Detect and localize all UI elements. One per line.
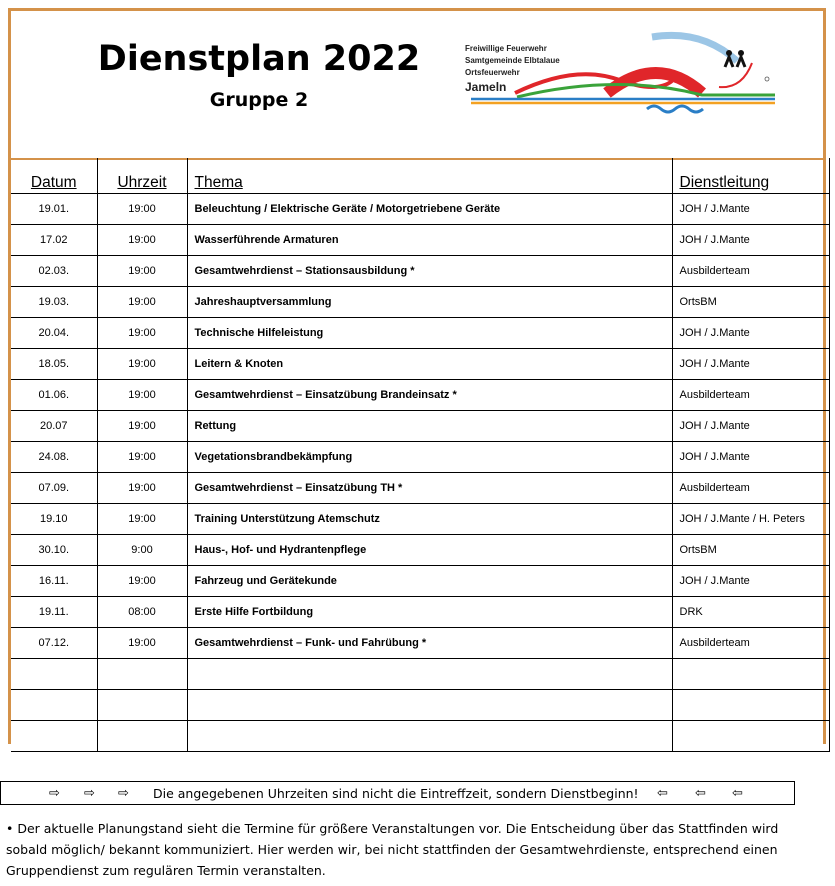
cell-uhrzeit <box>97 659 187 690</box>
cell-dienstleitung: OrtsBM <box>672 535 829 566</box>
cell-uhrzeit <box>97 721 187 752</box>
cell-datum: 18.05. <box>11 349 97 380</box>
arrow-left-icon: ⇦ <box>657 785 668 800</box>
cell-datum: 16.11. <box>11 566 97 597</box>
table-row <box>11 411 829 442</box>
table-row <box>11 194 829 225</box>
cell-dienstleitung: Ausbilderteam <box>672 380 829 411</box>
cell-thema: Leitern & Knoten <box>187 349 672 380</box>
cell-datum <box>11 721 97 752</box>
cell-thema: Erste Hilfe Fortbildung <box>187 597 672 628</box>
table-row <box>11 225 829 256</box>
cell-uhrzeit: 19:00 <box>97 411 187 442</box>
cell-dienstleitung <box>672 721 829 752</box>
cell-datum: 24.08. <box>11 442 97 473</box>
cell-datum: 30.10. <box>11 535 97 566</box>
notice-box <box>0 781 795 805</box>
cell-datum <box>11 690 97 721</box>
arrow-right-icon: ⇨ <box>84 785 95 800</box>
page-subtitle: Gruppe 2 <box>209 89 309 111</box>
table-row <box>11 349 829 380</box>
fire-brigade-logo <box>457 23 777 123</box>
cell-thema: Beleuchtung / Elektrische Geräte / Motorgetriebene Geräte <box>187 194 672 225</box>
cell-dienstleitung: JOH / J.Mante <box>672 442 829 473</box>
cell-thema: Training Unterstützung Atemschutz <box>187 504 672 535</box>
footnote: • Der aktuelle Planungstand sieht die Termine für größere Veranstaltungen vor. Die Entscheidung über das Stattfinden wird sobald möglich/ bekannt kommuniziert. Hier werden wir, bei nicht stattfinden der Gesamtwehrdienste, entsprechend einen Gruppendienst zum regulären Termin veranstalten. <box>6 821 779 878</box>
cell-uhrzeit: 19:00 <box>97 349 187 380</box>
cell-dienstleitung: JOH / J.Mante <box>672 225 829 256</box>
cell-thema: Fahrzeug und Gerätekunde <box>187 566 672 597</box>
header <box>11 11 823 160</box>
cell-datum: 19.03. <box>11 287 97 318</box>
cell-datum <box>11 659 97 690</box>
cell-uhrzeit <box>97 690 187 721</box>
cell-uhrzeit: 19:00 <box>97 473 187 504</box>
cell-thema: Gesamtwehrdienst – Einsatzübung TH * <box>187 473 672 504</box>
cell-uhrzeit: 19:00 <box>97 194 187 225</box>
cell-thema: Wasserführende Armaturen <box>187 225 672 256</box>
column-header-thema: Thema <box>187 158 672 194</box>
table-row <box>11 256 829 287</box>
logo-line-1: Freiwillige Feuerwehr <box>465 44 547 53</box>
cell-uhrzeit: 19:00 <box>97 566 187 597</box>
column-header-datum: Datum <box>11 158 97 194</box>
cell-thema: Gesamtwehrdienst – Stationsausbildung * <box>187 256 672 287</box>
cell-datum: 01.06. <box>11 380 97 411</box>
table-row <box>11 690 829 721</box>
cell-datum: 02.03. <box>11 256 97 287</box>
table-row <box>11 628 829 659</box>
cell-dienstleitung: JOH / J.Mante <box>672 411 829 442</box>
cell-datum: 07.09. <box>11 473 97 504</box>
table-row <box>11 318 829 349</box>
cell-thema: Jahreshauptversammlung <box>187 287 672 318</box>
cell-uhrzeit: 19:00 <box>97 628 187 659</box>
cell-uhrzeit: 19:00 <box>97 225 187 256</box>
cell-dienstleitung: JOH / J.Mante <box>672 194 829 225</box>
cell-dienstleitung: Ausbilderteam <box>672 256 829 287</box>
cell-dienstleitung: OrtsBM <box>672 287 829 318</box>
notice-text: Die angegebenen Uhrzeiten sind nicht die Eintreffzeit, sondern Dienstbeginn! <box>153 786 639 801</box>
cell-datum: 20.07 <box>11 411 97 442</box>
schedule-table <box>11 158 830 752</box>
cell-thema: Haus-, Hof- und Hydrantenpflege <box>187 535 672 566</box>
cell-thema <box>187 659 672 690</box>
cell-thema: Vegetationsbrandbekämpfung <box>187 442 672 473</box>
column-header-dienstleitung: Dienstleitung <box>672 158 829 194</box>
cell-uhrzeit: 19:00 <box>97 318 187 349</box>
table-row <box>11 721 829 752</box>
logo-line-3: Ortsfeuerwehr <box>465 68 520 77</box>
arrow-right-icon: ⇨ <box>49 785 60 800</box>
table-row <box>11 473 829 504</box>
arrow-left-icon: ⇦ <box>732 785 743 800</box>
table-row <box>11 597 829 628</box>
cell-dienstleitung: JOH / J.Mante <box>672 318 829 349</box>
logo-line-4: Jameln <box>465 80 507 94</box>
schedule-frame <box>8 8 826 744</box>
cell-thema <box>187 721 672 752</box>
table-row <box>11 287 829 318</box>
cell-thema: Gesamtwehrdienst – Funk- und Fahrübung * <box>187 628 672 659</box>
cell-uhrzeit: 19:00 <box>97 380 187 411</box>
cell-dienstleitung <box>672 690 829 721</box>
cell-uhrzeit: 19:00 <box>97 442 187 473</box>
cell-dienstleitung: DRK <box>672 597 829 628</box>
arrow-left-icon: ⇦ <box>695 785 706 800</box>
table-row <box>11 659 829 690</box>
schedule-table-body <box>11 194 829 752</box>
cell-thema <box>187 690 672 721</box>
cell-thema: Gesamtwehrdienst – Einsatzübung Brandeinsatz * <box>187 380 672 411</box>
cell-datum: 20.04. <box>11 318 97 349</box>
cell-dienstleitung <box>672 659 829 690</box>
cell-thema: Rettung <box>187 411 672 442</box>
table-row <box>11 442 829 473</box>
cell-uhrzeit: 08:00 <box>97 597 187 628</box>
arrow-right-icon: ⇨ <box>118 785 129 800</box>
cell-dienstleitung: JOH / J.Mante <box>672 566 829 597</box>
cell-datum: 19.01. <box>11 194 97 225</box>
table-row <box>11 380 829 411</box>
cell-dienstleitung: JOH / J.Mante <box>672 349 829 380</box>
cell-dienstleitung: JOH / J.Mante / H. Peters <box>672 504 829 535</box>
column-header-uhrzeit: Uhrzeit <box>97 158 187 194</box>
logo-line-2: Samtgemeinde Elbtalaue <box>465 56 560 65</box>
page-title: Dienstplan 2022 <box>97 39 421 79</box>
cell-datum: 19.10 <box>11 504 97 535</box>
cell-thema: Technische Hilfeleistung <box>187 318 672 349</box>
cell-uhrzeit: 19:00 <box>97 504 187 535</box>
cell-dienstleitung: Ausbilderteam <box>672 473 829 504</box>
table-header-row <box>11 158 829 194</box>
table-row <box>11 504 829 535</box>
cell-datum: 07.12. <box>11 628 97 659</box>
cell-dienstleitung: Ausbilderteam <box>672 628 829 659</box>
cell-uhrzeit: 9:00 <box>97 535 187 566</box>
cell-uhrzeit: 19:00 <box>97 256 187 287</box>
cell-datum: 17.02 <box>11 225 97 256</box>
cell-uhrzeit: 19:00 <box>97 287 187 318</box>
cell-datum: 19.11. <box>11 597 97 628</box>
table-row <box>11 535 829 566</box>
table-row <box>11 566 829 597</box>
